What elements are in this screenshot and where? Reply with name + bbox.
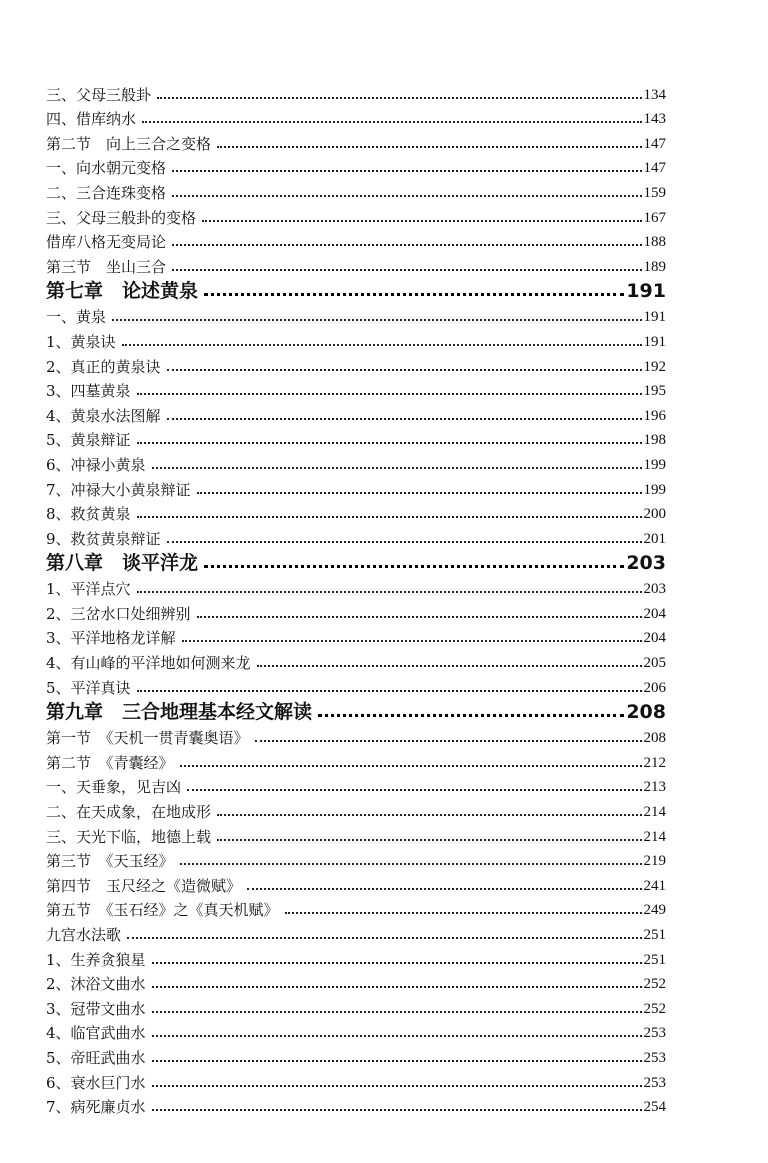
toc-entry-title: 3、四墓黄泉 bbox=[46, 382, 131, 401]
toc-page-number: 253 bbox=[643, 1025, 666, 1042]
toc-item-row bbox=[46, 918, 666, 943]
toc-entry-title: 第五节 《玉石经》之《真天机赋》 bbox=[46, 901, 279, 920]
toc-page-number: 199 bbox=[643, 481, 666, 498]
toc-page-number: 134 bbox=[643, 86, 666, 103]
dot-leader bbox=[122, 344, 642, 346]
toc-entry-title: 8、救贫黄泉 bbox=[46, 505, 131, 524]
toc-entry-title: 三、父母三般卦 bbox=[46, 85, 152, 104]
dot-leader bbox=[152, 1011, 642, 1013]
dot-leader bbox=[142, 121, 641, 123]
toc-item-row bbox=[46, 968, 666, 993]
dot-leader bbox=[172, 170, 641, 172]
toc-section-row bbox=[46, 250, 666, 275]
toc-item-row bbox=[46, 671, 666, 696]
dot-leader bbox=[152, 1109, 642, 1111]
dot-leader bbox=[167, 541, 642, 543]
toc-page-number: 191 bbox=[643, 309, 666, 326]
toc-item-row bbox=[46, 152, 666, 177]
toc-entry-title: 三、父母三般卦的变格 bbox=[46, 208, 197, 227]
toc-entry-title: 4、有山峰的平洋地如何测来龙 bbox=[46, 654, 251, 673]
toc-entry-title: 6、冲禄小黄泉 bbox=[46, 455, 146, 474]
toc-page-number: 241 bbox=[643, 877, 666, 894]
toc-item-row bbox=[46, 176, 666, 201]
dot-leader bbox=[255, 740, 642, 742]
toc-page-number: 251 bbox=[643, 927, 666, 943]
toc-page-number: 147 bbox=[643, 160, 666, 177]
dot-leader bbox=[152, 467, 642, 469]
toc-entry-title: 2、沐浴文曲水 bbox=[46, 975, 146, 994]
toc-page-number: 254 bbox=[643, 1099, 666, 1116]
toc-item-row bbox=[46, 448, 666, 473]
toc-item-row bbox=[46, 498, 666, 523]
toc-entry-title: 借库八格无变局论 bbox=[46, 233, 167, 252]
toc-page-number: 195 bbox=[643, 383, 666, 400]
toc-item-row bbox=[46, 943, 666, 968]
dot-leader bbox=[137, 516, 642, 518]
toc-item-row bbox=[46, 992, 666, 1017]
toc-page-number: 252 bbox=[643, 976, 666, 993]
toc-section-row bbox=[46, 894, 666, 919]
toc-page-number: 205 bbox=[643, 655, 666, 672]
toc-item-row bbox=[46, 522, 666, 547]
toc-item-row bbox=[46, 103, 666, 128]
toc-entry-title: 7、冲禄大小黄泉辩证 bbox=[46, 480, 191, 499]
toc-page-number: 219 bbox=[643, 853, 666, 870]
dot-leader bbox=[137, 690, 642, 692]
toc-item-row bbox=[46, 1066, 666, 1091]
dot-leader bbox=[217, 839, 641, 841]
dot-leader bbox=[172, 195, 641, 197]
toc-page-number: 249 bbox=[643, 902, 666, 919]
toc-page-number: 204 bbox=[643, 605, 666, 622]
toc-page-number: 251 bbox=[643, 951, 666, 968]
toc-page-number: 143 bbox=[643, 111, 666, 128]
toc-section-row bbox=[46, 127, 666, 152]
dot-leader bbox=[167, 418, 642, 420]
dot-leader bbox=[204, 293, 624, 296]
dot-leader bbox=[247, 888, 641, 890]
toc-page-number: 212 bbox=[643, 754, 666, 771]
toc-entry-title: 第一节 《天机一贯青囊奥语》 bbox=[46, 729, 249, 748]
toc-page-number: 196 bbox=[643, 407, 666, 424]
toc-page-number: 201 bbox=[643, 530, 666, 547]
toc-entry-title: 6、衰水巨门水 bbox=[46, 1073, 146, 1092]
toc-entry-title: 三、天光下临，地德上载 bbox=[46, 827, 212, 846]
toc-page-number: 192 bbox=[643, 358, 666, 375]
dot-leader bbox=[187, 789, 641, 791]
toc-page-number: 214 bbox=[643, 828, 666, 845]
toc-chapter-row bbox=[46, 275, 666, 301]
dot-leader bbox=[167, 369, 642, 371]
toc-entry-title: 一、向水朝元变格 bbox=[46, 159, 167, 178]
toc-item-row bbox=[46, 473, 666, 498]
toc-item-row bbox=[46, 795, 666, 820]
toc-entry-title: 二、三合连珠变格 bbox=[46, 183, 167, 202]
toc-entry-title: 一、天垂象，见吉凶 bbox=[46, 778, 182, 797]
toc-entry-title: 第二节 向上三合之变格 bbox=[46, 134, 212, 153]
dot-leader bbox=[197, 616, 642, 618]
toc-item-row bbox=[46, 597, 666, 622]
toc-chapter-row bbox=[46, 547, 666, 573]
toc-chapter-row bbox=[46, 696, 666, 722]
toc-item-row bbox=[46, 424, 666, 449]
dot-leader bbox=[152, 986, 642, 988]
toc-section-row bbox=[46, 869, 666, 894]
toc-entry-title: 第九章 三合地理基本经文解读 bbox=[46, 700, 313, 723]
toc-entry-title: 4、临官武曲水 bbox=[46, 1024, 146, 1043]
toc-page-number: 199 bbox=[643, 456, 666, 473]
dot-leader bbox=[127, 937, 641, 939]
toc-page-number: 188 bbox=[643, 234, 666, 251]
dot-leader bbox=[152, 1085, 642, 1087]
toc-entry-title: 5、平洋真诀 bbox=[46, 678, 131, 697]
toc-entry-title: 1、黄泉诀 bbox=[46, 332, 116, 351]
dot-leader bbox=[112, 319, 641, 321]
dot-leader bbox=[182, 640, 642, 642]
toc-section-row bbox=[46, 746, 666, 771]
toc-entry-title: 4、黄泉水法图解 bbox=[46, 406, 161, 425]
dot-leader bbox=[152, 1035, 642, 1037]
dot-leader bbox=[152, 962, 642, 964]
toc-item-row bbox=[46, 1017, 666, 1042]
toc-entry-title: 9、救贫黄泉辩证 bbox=[46, 529, 161, 548]
toc-page-number: 200 bbox=[643, 506, 666, 523]
toc-item-row bbox=[46, 78, 666, 103]
toc-entry-title: 第七章 论述黄泉 bbox=[46, 279, 199, 302]
dot-leader bbox=[152, 1060, 642, 1062]
table-of-contents bbox=[46, 78, 666, 1115]
dot-leader bbox=[204, 565, 624, 568]
toc-page-number: 253 bbox=[643, 1074, 666, 1091]
toc-item-row bbox=[46, 325, 666, 350]
dot-leader bbox=[217, 814, 641, 816]
toc-item-row bbox=[46, 226, 666, 251]
dot-leader bbox=[202, 220, 641, 222]
toc-entry-title: 5、黄泉辩证 bbox=[46, 431, 131, 450]
toc-section-row bbox=[46, 845, 666, 870]
toc-entry-title: 1、生养贪狼星 bbox=[46, 950, 146, 969]
toc-entry-title: 2、三岔水口处细辨别 bbox=[46, 604, 191, 623]
toc-entry-title: 第三节 坐山三合 bbox=[46, 257, 167, 276]
toc-entry-title: 二、在天成象，在地成形 bbox=[46, 803, 212, 822]
toc-page-number: 198 bbox=[643, 432, 666, 449]
toc-item-row bbox=[46, 771, 666, 796]
dot-leader bbox=[137, 442, 642, 444]
toc-item-row bbox=[46, 375, 666, 400]
toc-section-row bbox=[46, 722, 666, 747]
toc-page-number: 159 bbox=[643, 184, 666, 201]
toc-entry-title: 一、黄泉 bbox=[46, 308, 107, 327]
toc-item-row bbox=[46, 399, 666, 424]
dot-leader bbox=[285, 912, 642, 914]
toc-page-number: 203 bbox=[626, 551, 666, 574]
toc-item-row bbox=[46, 573, 666, 598]
toc-item-row bbox=[46, 301, 666, 326]
toc-item-row bbox=[46, 1041, 666, 1066]
toc-entry-title: 第二节 《青囊经》 bbox=[46, 753, 174, 772]
toc-item-row bbox=[46, 201, 666, 226]
dot-leader bbox=[180, 765, 642, 767]
toc-page-number: 206 bbox=[643, 679, 666, 696]
toc-page-number: 252 bbox=[643, 1000, 666, 1017]
toc-page-number: 167 bbox=[643, 209, 666, 226]
toc-entry-title: 四、借库纳水 bbox=[46, 110, 137, 129]
dot-leader bbox=[157, 97, 641, 99]
dot-leader bbox=[318, 714, 624, 717]
toc-page-number: 208 bbox=[643, 730, 666, 747]
toc-entry-title: 3、冠带文曲水 bbox=[46, 999, 146, 1018]
toc-page-number: 253 bbox=[643, 1049, 666, 1066]
toc-item-row bbox=[46, 350, 666, 375]
toc-page-number: 213 bbox=[643, 779, 666, 796]
toc-page-number: 204 bbox=[643, 630, 666, 647]
toc-page-number: 191 bbox=[643, 333, 666, 350]
dot-leader bbox=[197, 492, 642, 494]
dot-leader bbox=[137, 591, 642, 593]
toc-page-number: 214 bbox=[643, 804, 666, 821]
toc-page-number: 208 bbox=[626, 700, 666, 723]
toc-entry-title: 第四节 玉尺经之《造微赋》 bbox=[46, 876, 242, 895]
toc-item-row bbox=[46, 1091, 666, 1116]
toc-entry-title: 第八章 谈平洋龙 bbox=[46, 551, 199, 574]
toc-page-number: 147 bbox=[643, 135, 666, 152]
toc-entry-title: 5、帝旺武曲水 bbox=[46, 1048, 146, 1067]
toc-item-row bbox=[46, 820, 666, 845]
dot-leader bbox=[180, 863, 642, 865]
toc-item-row bbox=[46, 622, 666, 647]
toc-entry-title: 7、病死廉贞水 bbox=[46, 1098, 146, 1117]
dot-leader bbox=[257, 665, 642, 667]
toc-page-number: 191 bbox=[626, 279, 666, 302]
dot-leader bbox=[172, 244, 641, 246]
toc-entry-title: 2、真正的黄泉诀 bbox=[46, 357, 161, 376]
toc-entry-title: 九宫水法歌 bbox=[46, 926, 122, 944]
toc-item-row bbox=[46, 646, 666, 671]
dot-leader bbox=[217, 146, 641, 148]
toc-entry-title: 3、平洋地格龙详解 bbox=[46, 629, 176, 648]
toc-page-number: 203 bbox=[643, 581, 666, 598]
dot-leader bbox=[137, 393, 642, 395]
toc-entry-title: 第三节 《天玉经》 bbox=[46, 852, 174, 871]
toc-entry-title: 1、平洋点穴 bbox=[46, 580, 131, 599]
toc-page-number: 189 bbox=[643, 258, 666, 275]
dot-leader bbox=[172, 269, 641, 271]
